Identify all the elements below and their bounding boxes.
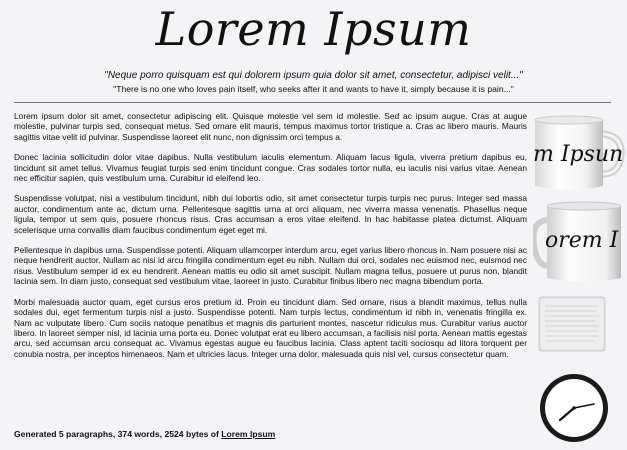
mug-print-text: orem I (545, 228, 619, 253)
quote-translation: "There is no one who loves pain itself, who seeks after it and wants to have it, simply because it is pain..." (113, 84, 514, 94)
paragraph: Pellentesque in dapibus urna. Suspendisse potenti. Aliquam ullamcorper interdum arcu, eget varius libero rhoncus in. Nam posuere nisi ac neque hendrerit auctor. Nullam ac nisi id arcu fringilla condimentum eget eu nibh. Nullam dui orci, sodales nec euismod nec, euismod nec risus. Vestibulum semper id ex eu hendrerit. Aenean mattis eu odio sit amet suscipit. Nullam magna tellus, posuere ut purus non, blandit lacinia sem. In diam justo, consequat sed vestibulum vitae, laoreet in justo. Curabitur finibus libero nec magna bibendum porta. (14, 245, 527, 287)
lorem-ipsum-link[interactable]: Lorem Ipsum (221, 429, 276, 439)
mug-product-image-2[interactable] (533, 200, 627, 286)
clock-icon (538, 372, 610, 444)
generated-summary (14, 429, 527, 439)
mousepad-product-image[interactable] (537, 294, 609, 354)
mug-product-image-1[interactable] (533, 112, 627, 196)
latin-quote: "Neque porro quisquam est qui dolorem ipsum quia dolor sit amet, consectetur, adipisci velit..." (104, 70, 523, 81)
clock-product-image[interactable] (538, 372, 610, 444)
paragraph: Lorem ipsum dolor sit amet, consectetur adipiscing elit. Quisque molestie vel sem id molestie. Sed ac ipsum augue. Cras at augue molestie, pulvinar turpis sed, consequat metus. Sed ornare elit mauris, tempus maximus tortor tristique a. Cras ac libero mauris. Mauris sagittis vitae velit id pulvinar. Suspendisse laoreet elit nunc, non dignissim orci tempus a. (14, 111, 527, 142)
paragraph: Donec lacinia sollicitudin dolor vitae dapibus. Nulla vestibulum iaculis elementum. Aliquam lacus ligula, viverra pretium dapibus eu, tincidunt sit amet tellus. Vivamus feugiat turpis sed enim tincidunt congue. Cras sodales tortor nulla, eu iaculis nisi varius vitae. Aenean nec efficitur sapien, quis vestibulum urna. Curabitur id eleifend leo. (14, 152, 527, 184)
header-divider (14, 102, 611, 103)
paragraph: Morbi malesuada auctor quam, eget cursus eros pretium id. Proin eu tincidunt diam. Sed ornare, risus a blandit maximus, tellus nulla sodales dui, eget fermentum turpis nisl a justo. Suspendisse potenti. Nam turpis lectus, condimentum id nibh in, venenatis fringilla ex. Nam ac vulputate libero. Cum sociis natoque penatibus et magnis dis parturient montes, nascetur ridiculus mus. Curabitur varius auctor libero. In laoreet semper nisl, id lacinia urna porta eu. Donec volutpat erat eu libero accumsan, a facilisis nisl porta. Aenean mattis egestas arcu, sed accumsan arcu consequat ac. Vivamus egestas augue eu faucibus lacinia. Class aptent taciti sociosqu ad litora torquent per conubia nostra, per inceptos himenaeos. Nam et ultricies lacus. Integer urna dolor, malesuada quis nisl vel, cursus consectetur quam. (14, 296, 527, 359)
mug-print-text: m Ipsun (533, 142, 624, 167)
paragraph: Suspendisse volutpat, nisi a vestibulum tincidunt, nibh dui lobortis odio, sit amet consectetur turpis turpis nec purus. Integer sed massa auctor, condimentum ante ac, dictum urna. Pellentesque sagittis urna at orci aliquam, nec viverra massa venenatis. Phasellus neque ligula, tempor ut sem quis, posuere rhoncus risus. Cras accumsan a eros vitae eleifend. In hac habitasse platea dictumst. Aliquam scelerisque urna convallis diam faucibus condimentum eget eget mi. (14, 193, 527, 235)
generated-text: Generated 5 paragraphs, 374 words, 2524 bytes of (14, 429, 222, 439)
site-logo[interactable]: Lorem Ipsum (155, 2, 472, 56)
lorem-content (14, 111, 527, 369)
mousepad-icon (537, 294, 609, 354)
